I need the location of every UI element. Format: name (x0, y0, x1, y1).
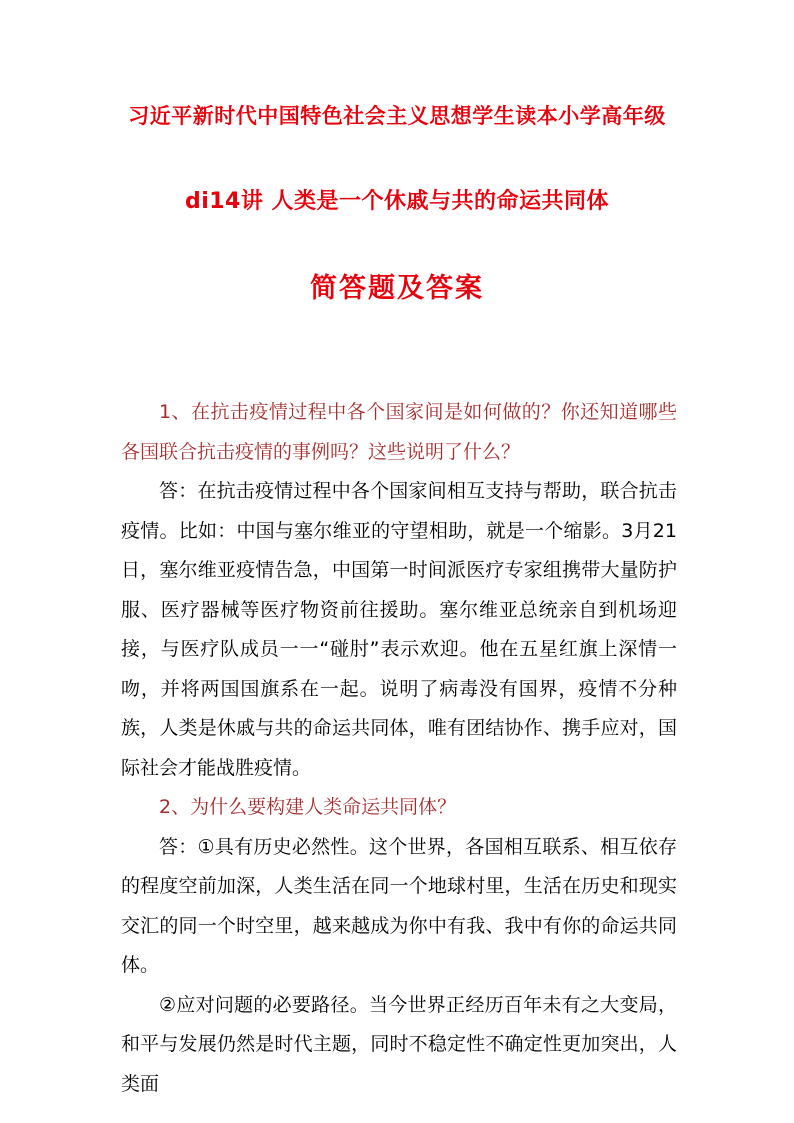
answer-1: 答：在抗击疫情过程中各个国家间相互支持与帮助，联合抗击疫情。比如：中国与塞尔维亚的守望相助，就是一个缩影。3月21日，塞尔维亚疫情告急，中国第一时间派医疗专家组携带大量防护服、医疗器械等医疗物资前往援助。塞尔维亚总统亲自到机场迎接，与医疗队成员一一“碰肘”表示欢迎。他在五星红旗上深情一吻，并将两国国旗系在一起。说明了病毒没有国界，疫情不分种族，人类是休戚与共的命运共同体，唯有团结协作、携手应对，国际社会才能战胜疫情。 (121, 480, 677, 779)
answer-2-point-2: ②应对问题的必要路径。当今世界正经历百年未有之大变局，和平与发展仍然是时代主题，同时不稳定性不确定性更加突出，人类面 (121, 993, 677, 1095)
document-title-line-3: 简答题及答案 (310, 273, 484, 304)
answer-2-point-1: 答：①具有历史必然性。这个世界，各国相互联系、相互依存的程度空前加深，人类生活在同一个地球村里，生活在历史和现实交汇的同一个时空里，越来越成为你中有我、我中有你的命运共同体。 (121, 835, 677, 976)
document-body (121, 393, 677, 1104)
question-2: 2、为什么要构建人类命运共同体？ (159, 796, 457, 818)
question-1: 1、在抗击疫情过程中各个国家间是如何做的？你还知道哪些各国联合抗击疫情的事例吗？这些说明了什么？ (121, 401, 677, 463)
document-title-line-2: di14讲 人类是一个休戚与共的命运共同体 (184, 189, 610, 214)
document-title-line-1: 习近平新时代中国特色社会主义思想学生读本小学高年级 (128, 104, 666, 128)
